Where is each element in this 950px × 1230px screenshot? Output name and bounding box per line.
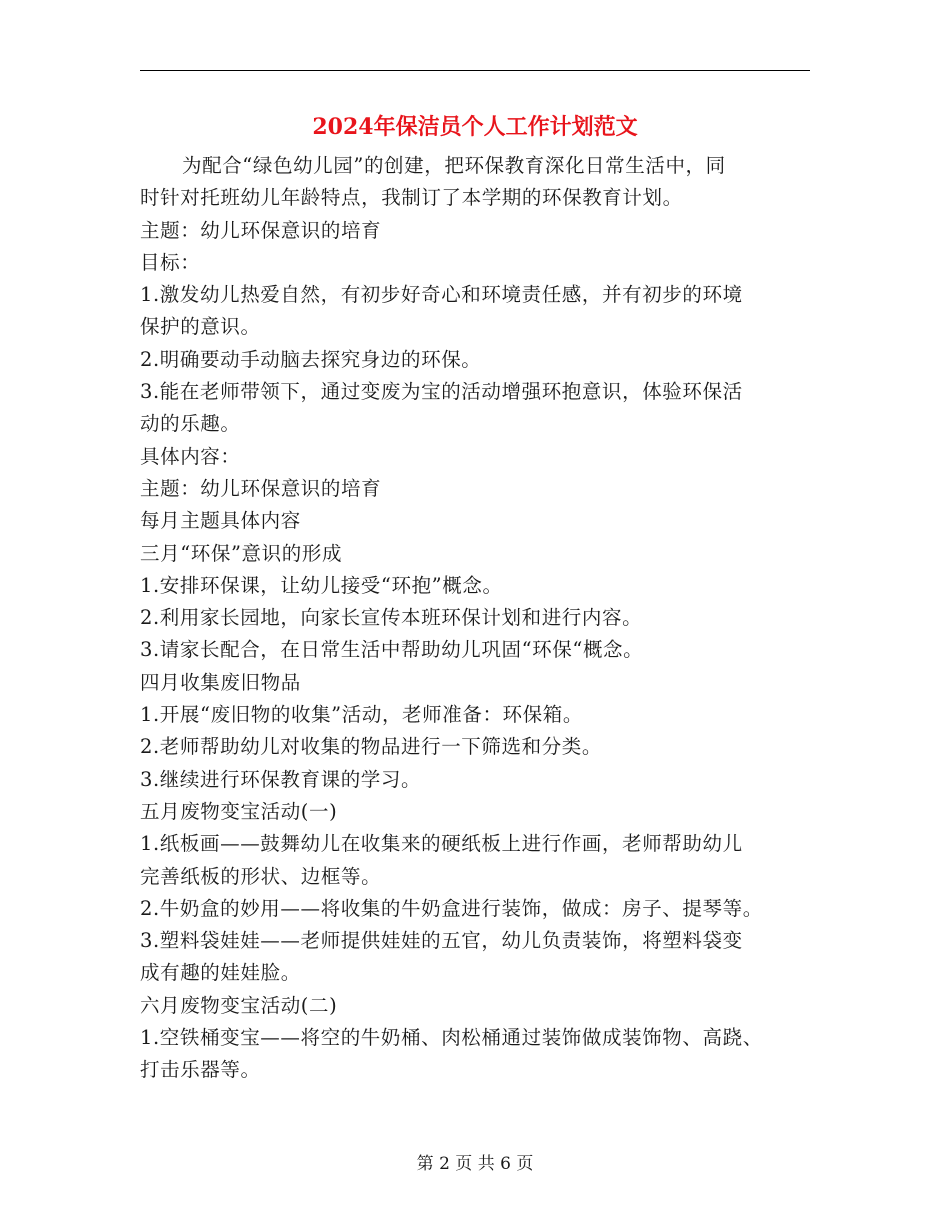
body-line: 2.明确要动手动脑去探究身边的环保。 [140,347,482,371]
body-line: 每月主题具体内容 [140,509,301,533]
header-rule [140,70,810,71]
body-line: 2.利用家长园地，向家长宣传本班环保计划和进行内容。 [140,606,643,630]
body-line: 3.继续进行环保教育课的学习。 [140,767,422,791]
body-line: 3.能在老师带领下，通过变废为宝的活动增强环抱意识，体验环保活 [140,380,743,404]
body-line: 3.塑料袋娃娃——老师提供娃娃的五官，幼儿负责装饰，将塑料袋变 [140,929,743,953]
body-line: 时针对托班幼儿年龄特点，我制订了本学期的环保教育计划。 [140,186,683,210]
body-line: 目标： [140,250,201,274]
body-line: 保护的意识。 [140,315,261,339]
body-line: 2.牛奶盒的妙用——将收集的牛奶盒进行装饰，做成：房子、提琴等。 [140,896,763,920]
body-line: 打击乐器等。 [140,1058,261,1082]
document-body [140,150,810,1087]
body-line: 1.开展“废旧物的收集”活动，老师准备：环保箱。 [140,703,583,727]
body-line: 动的乐趣。 [140,412,241,436]
body-line: 成有趣的娃娃脸。 [140,961,301,985]
body-line: 主题：幼儿环保意识的培育 [140,218,382,242]
body-line: 1.空铁桶变宝——将空的牛奶桶、肉松桶通过装饰做成装饰物、高跷、 [140,1026,763,1050]
body-line: 3.请家长配合，在日常生活中帮助幼儿巩固“环保“概念。 [140,638,644,662]
body-line: 具体内容： [140,444,241,468]
body-line: 2.老师帮助幼儿对收集的物品进行一下筛选和分类。 [140,735,603,759]
body-line: 五月废物变宝活动(一) [140,799,338,823]
body-line: 四月收集废旧物品 [140,670,301,694]
body-line: 三月“环保”意识的形成 [140,541,343,565]
body-line: 六月废物变宝活动(二) [140,993,338,1017]
body-line: 1.纸板画——鼓舞幼儿在收集来的硬纸板上进行作画，老师帮助幼儿 [140,832,743,856]
page-number: 第 2 页 共 6 页 [416,1154,534,1174]
body-line: 1.激发幼儿热爱自然，有初步好奇心和环境责任感，并有初步的环境 [140,283,743,307]
body-line: 主题：幼儿环保意识的培育 [140,476,382,500]
body-line: 为配合“绿色幼儿园”的创建，把环保教育深化日常生活中，同 [182,154,726,177]
document-title: 2024年保洁员个人工作计划范文 [312,114,638,140]
body-line: 完善纸板的形状、边框等。 [140,864,382,888]
body-line: 1.安排环保课，让幼儿接受“环抱”概念。 [140,573,503,597]
